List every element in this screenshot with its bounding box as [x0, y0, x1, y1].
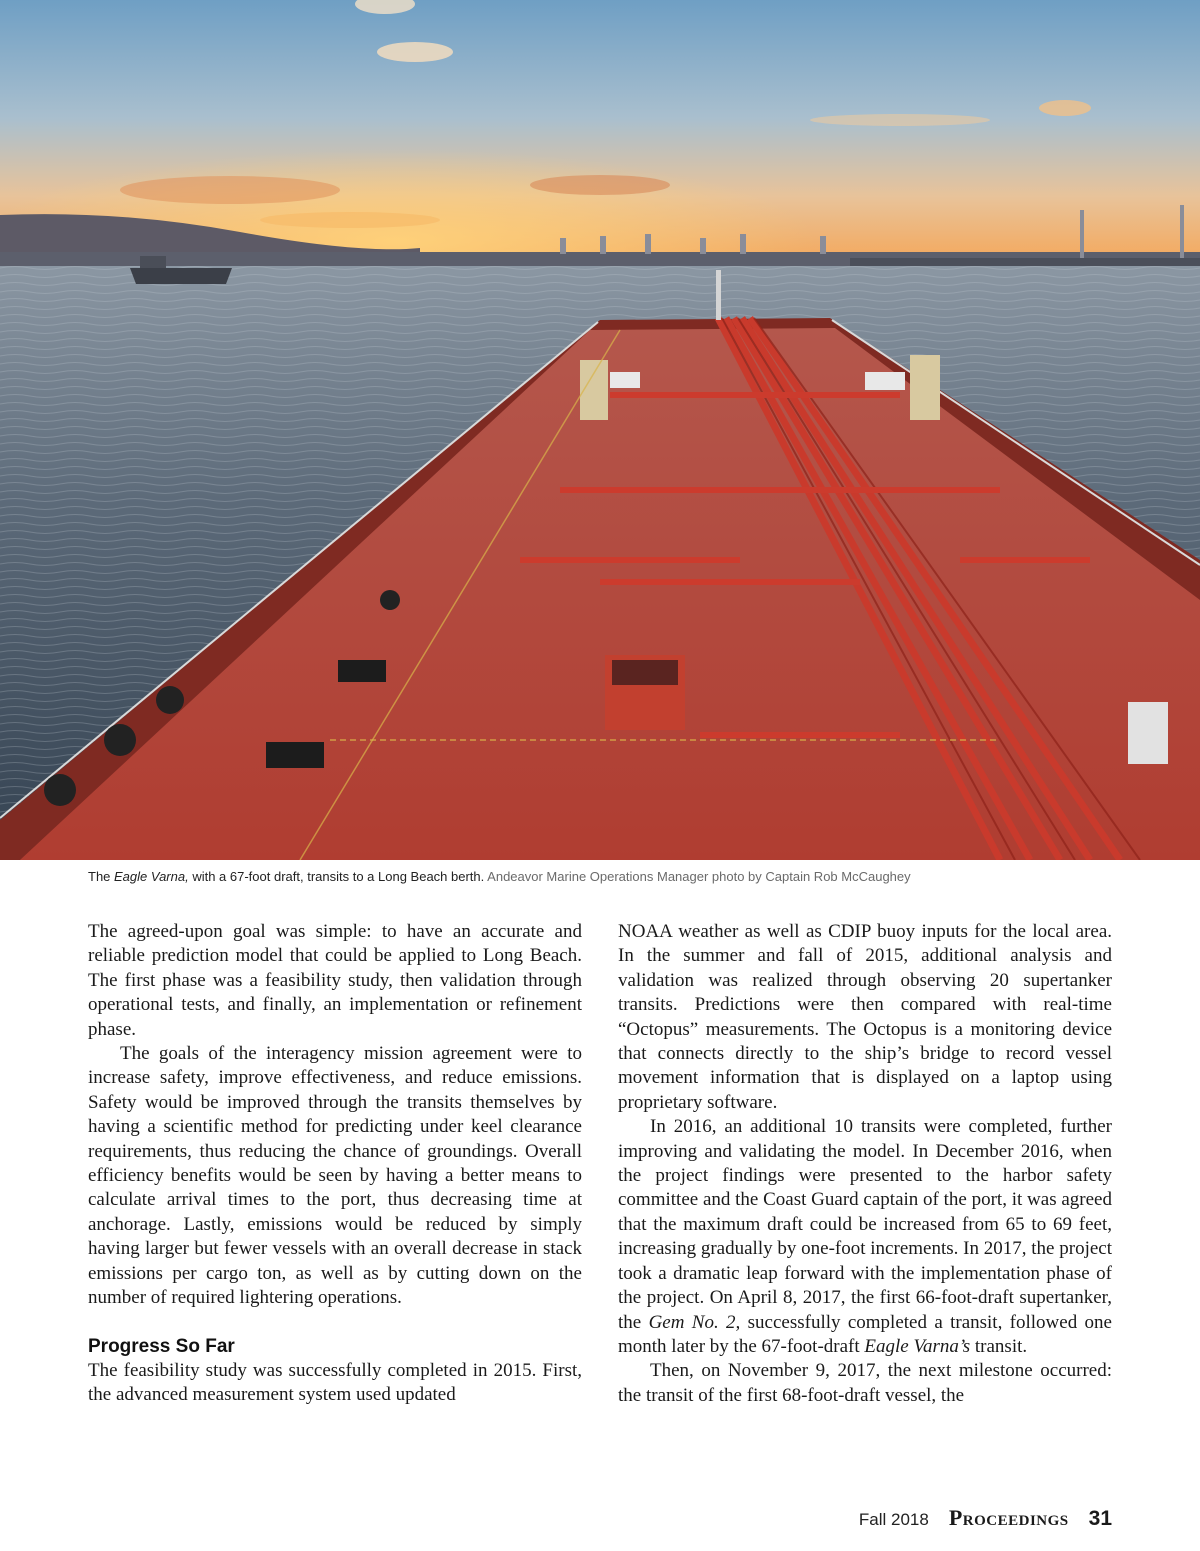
paragraph — [618, 1115, 1112, 1359]
article-column-left — [88, 920, 582, 1407]
photo-credit: Andeavor Marine Operations Manager photo by Captain Rob McCaughey — [487, 869, 911, 884]
page-number: 31 — [1088, 1507, 1112, 1530]
magazine-title: Proceedings — [948, 1505, 1069, 1530]
caption-text: with a 67-foot draft, transits to a Long Beach berth. — [188, 869, 485, 884]
section-heading: Progress So Far — [88, 1335, 235, 1357]
paragraph-text: successfully completed a transit, followed one month later by the 67-foot-draft — [618, 1311, 1112, 1357]
paragraph: The agreed-upon goal was simple: to have an accurate and reliable prediction model that could be applied to Long Beach. The first phase was a feasibility study, then validation through operational tests, and finally, an implementation or refinement phase. — [88, 921, 582, 1040]
paragraph: Then, on November 9, 2017, the next milestone occurred: the transit of the first 68-foot-draft vessel, the — [618, 1360, 1112, 1406]
photo-caption — [88, 869, 1118, 884]
paragraph: The feasibility study was successfully completed in 2015. First, the advanced measurement system used updated — [88, 1359, 582, 1405]
caption-prefix: The — [88, 869, 115, 884]
page-footer — [780, 1505, 1112, 1531]
article-column-right — [618, 920, 1112, 1408]
paragraph: The goals of the interagency mission agreement were to increase safety, improve effectiveness, and reduce emissions. Safety would be improved through the transits themselves by having a scientific method for predicting under keel clearance requirements, thus reducing the chance of groundings. Overall efficiency benefits would be seen by having a better means to calculate arrival times to the port, thus decreasing time at anchorage. Lastly, emissions would be reduced by simply having larger but fewer vessels with an overall decrease in stack emissions per cargo ton, as well as by cutting down on the number of required lightering operations. — [88, 1043, 582, 1309]
ship-name: Gem No. 2, — [648, 1311, 741, 1333]
caption-ship-name: Eagle Varna, — [114, 869, 189, 884]
ship-name: Eagle Varna’s — [864, 1335, 971, 1357]
paragraph: NOAA weather as well as CDIP buoy inputs for the local area. In the summer and fall of 2015, additional analysis and validation was realized through observing 20 supertanker transits. Predictions were then compared with real-time “Octopus” measurements. The Octopus is a monitoring device that connects directly to the ship’s bridge to record vessel movement information that is displayed on a laptop using proprietary software. — [618, 921, 1112, 1113]
issue-date: Fall 2018 — [858, 1510, 929, 1529]
paragraph-text: transit. — [970, 1335, 1028, 1357]
paragraph-text: In 2016, an additional 10 transits were completed, further improving and validating the model. In December 2016, when the project findings were presented to the harbor safety committee and the Coast Guard captain of the port, it was agreed that the maximum draft could be increased from 65 to 69 feet, increasing gradually by one-foot increments. In 2017, the project took a dramatic leap forward with the implementation phase of the project. On April 8, 2017, the first 66-foot-draft supertanker, the — [618, 1116, 1112, 1333]
